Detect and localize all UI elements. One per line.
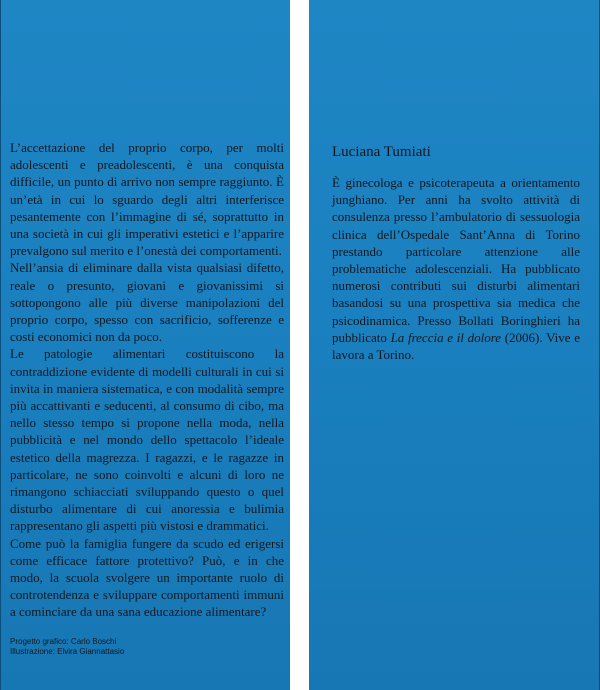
left-paragraph-2: Nell’ansia di eliminare dalla vista qualsiasi difetto, reale o presunto, giovani e giovanissimi si sottopongono alle più diverse manipolazioni del proprio corpo, spesso con sacrificio, sofferenze e costi economici non da poco.	[10, 260, 284, 345]
left-paragraph-3: Le patologie alimentari costituiscono la contraddizione evidente di modelli culturali in cui si invita in maniera sistematica, e con modalità sempre più accattivanti e seducenti, al consumo di cibo, ma nello stesso tempo si propone nella moda, nella pubblicità e nel mondo dello spettacolo l’ideale estetico della magrezza. I ragazzi, e le ragazze in particolare, ne sono coinvolti e alcuni di loro ne rimangono schiacciati sviluppando questo o quel disturbo alimentare di cui anoressia e bulimia rappresentano gli aspetti più vistosi e drammatici.	[10, 346, 284, 534]
bio-text-end: (2006). Vive e lavora a Torino.	[332, 329, 580, 363]
book-title: La freccia e il dolore	[390, 329, 502, 345]
left-flap-text	[10, 139, 284, 621]
credits-block	[10, 637, 124, 657]
author-name: Luciana Tumiati	[332, 144, 431, 160]
left-paragraph-4: Come può la famiglia fungere da scudo ed erigersi come efficace fattore protettivo? Può, e in che modo, la scuola svolgere un importante ruolo di controtendenza e sviluppare comportamenti immuni a cominciare da una sana educazione alimentare?	[10, 535, 284, 620]
left-paragraph-1: L’accettazione del proprio corpo, per molti adolescenti e preadolescenti, è una conquista difficile, un punto di arrivo non sempre raggiunto. È un’età in cui lo sguardo degli altri interferisce pesantemente con l’immagine di sé, soprattutto in una società in cui gli imperativi estetici e l’apparire prevalgono sul merito e l’onestà dei comportamenti.	[10, 140, 284, 259]
author-bio-paragraph	[332, 174, 580, 363]
bio-text-start: È ginecologa e psicoterapeuta a orientamento junghiano. Per anni ha svolto attività di consulenza presso l’ambulatorio di sessuologia clinica dell’Ospedale Sant’Anna di Torino prestando particolare attenzione alle problematiche adolescenziali. Ha pubblicato numerosi contributi sui disturbi alimentari basandosi su una prospettiva sia medica che psicodinamica. Presso Bollati Boringhieri ha pubblicato	[332, 175, 580, 345]
left-edge-line	[0, 0, 1, 690]
author-bio	[332, 174, 580, 363]
design-credit: Progetto grafico: Carlo Boschi	[10, 637, 117, 646]
illustration-credit: Illustrazione: Elvira Giannattasio	[10, 647, 125, 656]
